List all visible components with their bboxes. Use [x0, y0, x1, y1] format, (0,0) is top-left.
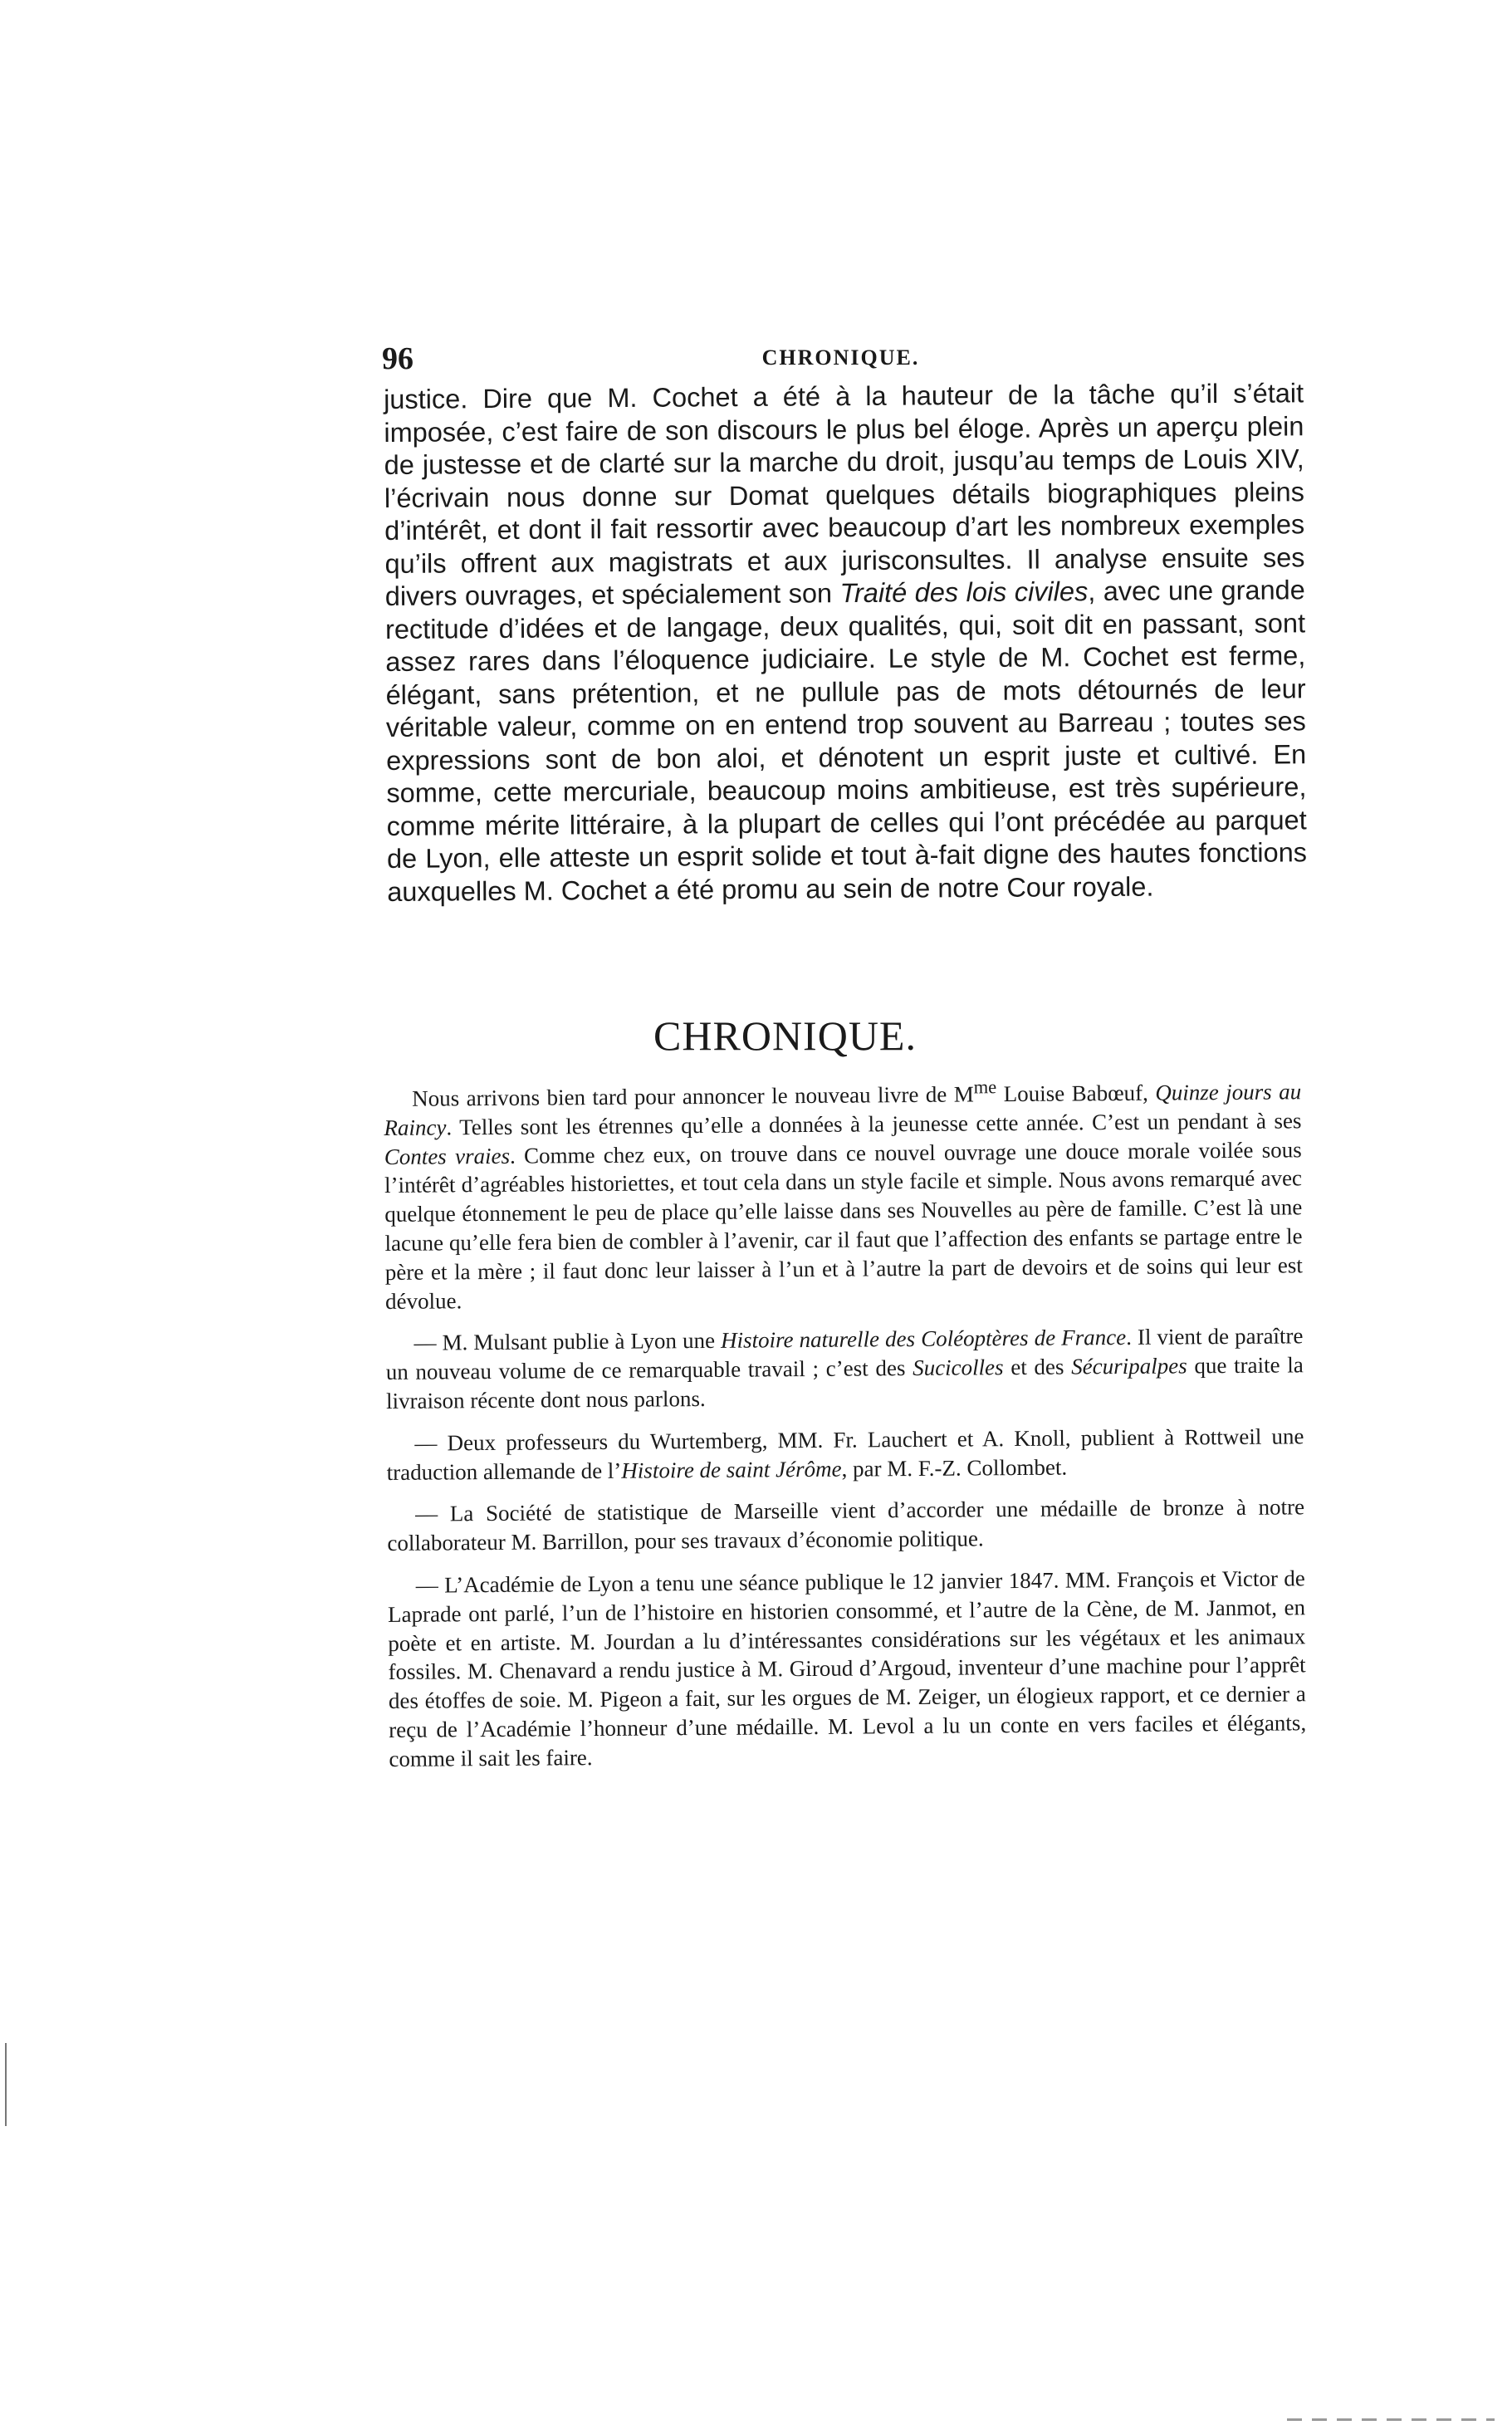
previous-article-paragraph	[384, 377, 1307, 909]
chronicle-item	[384, 1071, 1303, 1315]
item-text: — L’Académie de Lyon a tenu une séance publique le 12 janvier 1847. MM. François et Victor de Laprade ont parlé, l’un de l’histoire en historien consommé, et l’autre de la Cène, de M. Janmot, en poète et en artiste. M. Jourdan a lu d’intéressantes considérations sur les végétaux et les animaux fossiles. M. Chenavard a rendu justice à M. Giroud d’Argoud, inventeur d’une machine pour l’apprêt des étoffes de soie. M. Pigeon a fait, sur les orgues de M. Zeiger, un élogieux rapport, et ce dernier a reçu de l’Académie l’honneur d’une médaille. M. Levol a lu un conte en vers faciles et élégants, comme il sait les faire.	[387, 1565, 1307, 1771]
book-title-italic: Histoire naturelle des Coléoptères de France	[720, 1325, 1127, 1354]
book-title-italic: Contes vraies	[384, 1143, 511, 1169]
scan-edge-mark	[5, 2043, 7, 2126]
scan-corner-mark	[1287, 2418, 1495, 2421]
page-number: 96	[382, 341, 413, 376]
previous-article-body-end: , avec une grande rectitude d’idées et de langage, deux qualités, qui, soit dit en passant, sont assez rares dans l’éloquence judiciaire. Le style de M. Cochet est ferme, élégant, sans prétention, et ne pullule pas de mots détournés de leur véritable valeur, comme on en entend trop souvent au Barreau ; toutes ses expressions sont de bon aloi, et dénotent un esprit juste et cultivé. En somme, cette mercuriale, beaucoup moins ambitieuse, est très supérieure, comme mérite littéraire, à la plupart de celles qui l’ont précédée au parquet de Lyon, elle atteste un esprit solide et tout à-fait digne des hautes fonctions auxquelles M. Cochet a été promu au sein de notre Cour royale.	[384, 575, 1308, 907]
chronicle-body	[384, 1071, 1307, 1786]
item-text: que traite la livraison récente dont nous parlons.	[385, 1352, 1304, 1413]
item-text: — M. Mulsant publie à Lyon une	[413, 1328, 722, 1356]
book-title-italic: Sécuripalpes	[1071, 1353, 1187, 1379]
work-title-italic: Traité des lois civiles	[839, 576, 1089, 609]
item-text: . Comme chez eux, on trouve dans ce nouvel ouvrage une douce morale voilée sous l’intérêt d’agréables historiettes, et tout cela dans un style facile et simple. Nous avons remarqué avec quelque étonnement le peu de place qu’elle laisse dans ses Nouvelles au père de famille. C’est là une lacune qu’elle fera bien de combler à l’avenir, car il faut que l’affection des enfants se partage entre le père et la mère ; il faut donc leur laisser à l’un et à l’autre la part de devoirs et de soins qui leur est dévolue.	[384, 1136, 1303, 1314]
chronicle-item	[387, 1493, 1305, 1558]
book-title-italic: Quinze jours au Raincy	[384, 1079, 1302, 1140]
book-title-italic: Histoire de saint Jérôme	[621, 1456, 842, 1483]
item-text: Louise Babœuf,	[996, 1080, 1156, 1107]
running-title: CHRONIQUE.	[761, 345, 920, 370]
book-title-italic: Sucicolles	[913, 1355, 1004, 1381]
item-text: . Il vient de paraître un nouveau volume de ce remarquable travail ; c’est des	[385, 1323, 1304, 1385]
item-text: — La Société de statistique de Marseille vient d’accorder une médaille de bronze à notre collaborateur M. Barrillon, pour ses travaux d’économie politique.	[387, 1494, 1305, 1556]
section-title: CHRONIQUE.	[653, 1012, 917, 1059]
item-text: — Deux professeurs du Wurtemberg, MM. Fr. Lauchert et A. Knoll, publient à Rottweil une traduction allemande de l’	[386, 1423, 1304, 1485]
item-text: , par M. F.-Z. Collombet.	[841, 1454, 1068, 1482]
chronicle-item	[388, 1564, 1307, 1773]
previous-article-text	[384, 377, 1307, 909]
previous-article-body: justice. Dire que M. Cochet a été à la hauteur de la tâche qu’il s’était imposée, c’est faire de son discours le plus bel éloge. Après un aperçu plein de justesse et de clarté sur la marche du droit, jusqu’au temps de Louis XIV, l’écrivain nous donne sur Domat quelques détails biographiques pleins d’intérêt, et dont il fait ressortir avec beaucoup d’art les nombreux exemples qu’ils offrent aux magistrats et aux jurisconsultes. Il analyse ensuite ses divers ouvrages, et spécialement son	[384, 378, 1305, 611]
item-text: et des	[1003, 1354, 1072, 1380]
page-header	[382, 341, 1299, 382]
item-text: Nous arrivons bien tard pour annoncer le nouveau livre de M	[412, 1081, 974, 1111]
chronicle-item	[385, 1322, 1304, 1416]
chronicle-item	[386, 1422, 1304, 1487]
item-text: . Telles sont les étrennes qu’elle a données à la jeunesse cette année. C’est un pendant à ses	[446, 1108, 1302, 1140]
superscript: me	[973, 1076, 997, 1098]
